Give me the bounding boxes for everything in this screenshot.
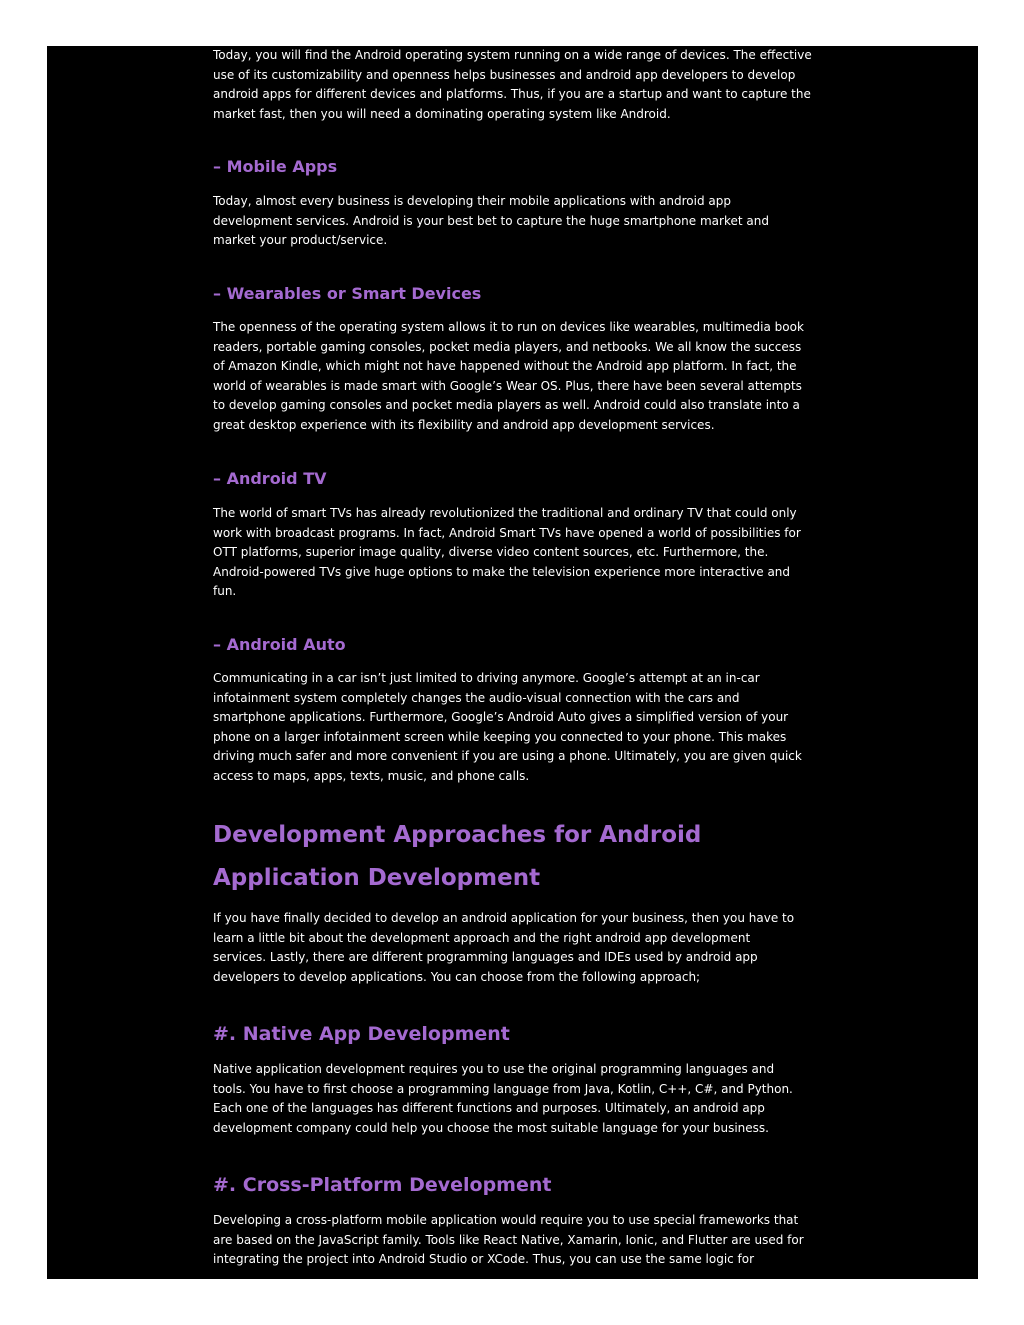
android-tv-paragraph: The world of smart TVs has already revolutionized the traditional and ordinary TV that could only work with broadcast programs. In fact, Android Smart TVs have opened a world of possibilities for OTT platforms, superior image quality, diverse video content sources, etc. Furthermore, the. Android-powered TVs give huge options to make the television experience more interactive and fun.: [213, 506, 801, 599]
heading-development-approaches: [213, 814, 701, 900]
heading-android-auto: – Android Auto: [213, 635, 346, 654]
heading-line-2: Application Development: [213, 865, 541, 891]
approaches-paragraph: If you have finally decided to develop an android application for your business, then you have to learn a little bit about the development approach and the right android app development services. Lastly, there are different programming languages and IDEs used by android app developers to develop applications. You can choose from the following approach;: [213, 911, 795, 984]
heading-wearables: – Wearables or Smart Devices: [213, 284, 482, 303]
native-paragraph: Native application development requires you to use the original programming languages and tools. You have to first choose a programming language from Java, Kotlin, C++, C#, and Python. Each one of the languages has different functions and purposes. Ultimately, an android app development company could help you choose the most suitable language for your business.: [213, 1062, 793, 1135]
heading-android-tv: – Android TV: [213, 469, 327, 488]
heading-cross-platform: #. Cross-Platform Development: [213, 1174, 552, 1196]
intro-paragraph: Today, you will find the Android operating system running on a wide range of devices. The effective use of its customizability and openness helps businesses and android app developers to develop android apps for different devices and platforms. Thus, if you are a startup and want to capture the market fast, then you will need a dominating operating system like Android.: [213, 48, 812, 121]
android-auto-paragraph: Communicating in a car isn’t just limited to driving anymore. Google’s attempt at an in-car infotainment system completely changes the audio-visual connection with the cars and smartphone applications. Furthermore, Google’s Android Auto gives a simplified version of your phone on a larger infotainment screen while keeping you connected to your phone. This makes driving much safer and more convenient if you are using a phone. Ultimately, you are given quick access to maps, apps, texts, music, and phone calls.: [213, 671, 802, 783]
document-page: [47, 46, 978, 1279]
wearables-paragraph: The openness of the operating system allows it to run on devices like wearables, multimedia book readers, portable gaming consoles, pocket media players, and netbooks. We all know the success of Amazon Kindle, which might not have happened without the Android app platform. In fact, the world of wearables is made smart with Google’s Wear OS. Plus, there have been several attempts to develop gaming consoles and pocket media players as well. Android could also translate into a great desktop experience with its flexibility and android app development services.: [213, 320, 804, 432]
heading-native-app: #. Native App Development: [213, 1023, 510, 1045]
mobile-apps-paragraph: Today, almost every business is developing their mobile applications with android app development services. Android is your best bet to capture the huge smartphone market and market your product/service.: [213, 194, 769, 248]
cross-platform-paragraph: Developing a cross-platform mobile application would require you to use special frameworks that are based on the JavaScript family. Tools like React Native, Xamarin, Ionic, and Flutter are used for integrating the project into Android Studio or XCode. Thus, you can use the same logic for: [213, 1213, 804, 1267]
heading-line-1: Development Approaches for Android: [213, 822, 702, 848]
heading-mobile-apps: – Mobile Apps: [213, 157, 338, 176]
